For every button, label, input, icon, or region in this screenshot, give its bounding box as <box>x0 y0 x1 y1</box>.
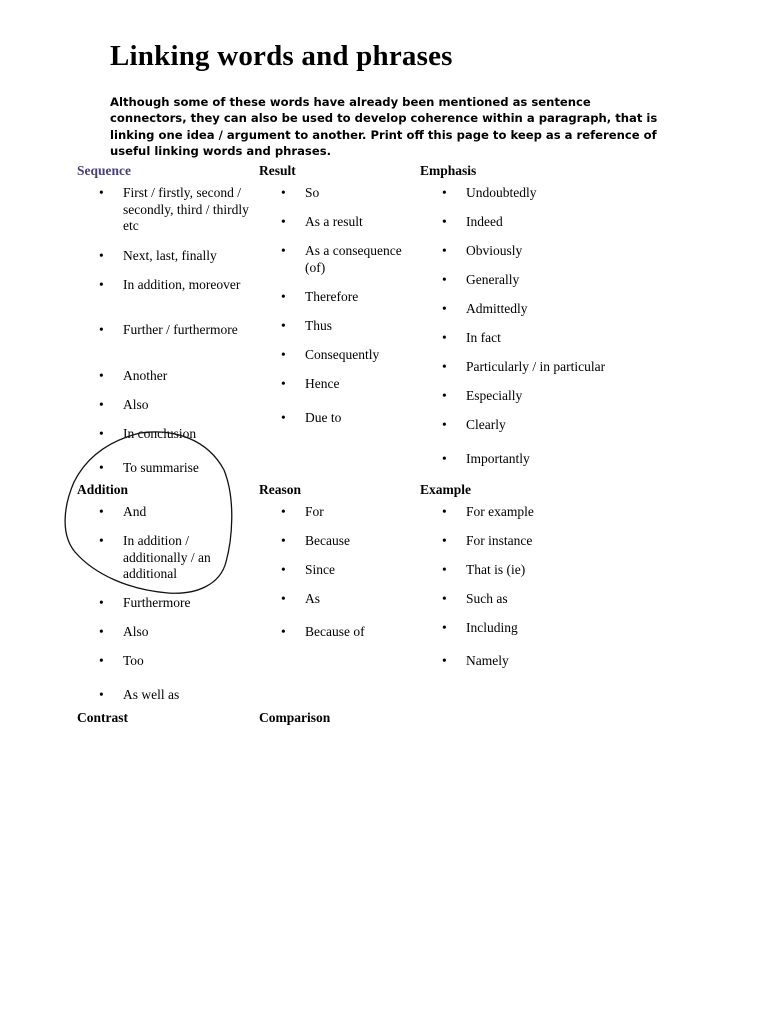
bullet: • <box>281 504 286 519</box>
bullet: • <box>281 289 286 304</box>
list-item: • For instance <box>442 533 533 548</box>
list-item: • Namely <box>442 653 509 668</box>
bullet: • <box>442 243 447 258</box>
bullet: • <box>99 533 104 548</box>
list-item: • Admittedly <box>442 301 528 316</box>
list-item: • Such as <box>442 591 508 606</box>
list-item: • First / firstly, second / secondly, third / thirdly etc <box>99 185 249 234</box>
bullet: • <box>442 185 447 200</box>
list-item: • Including <box>442 620 518 635</box>
bullet: • <box>281 591 286 606</box>
list-item: • Consequently <box>281 347 380 362</box>
list-item: • Generally <box>442 272 520 287</box>
list-item: • That is (ie) <box>442 562 526 577</box>
bullet: • <box>281 533 286 548</box>
list-item: • Also <box>99 624 149 639</box>
list-item: • As a result <box>281 214 363 229</box>
comparison-heading: Comparison <box>259 710 331 725</box>
bullet: • <box>442 620 447 635</box>
list-item: • In conclusion <box>99 426 197 441</box>
list-item: • Thus <box>281 318 332 333</box>
bullet: • <box>99 277 104 292</box>
list-item: • Since <box>281 562 335 577</box>
intro-paragraph: Although some of these words have already been mentioned as sentence connectors, they can also be used to develop coherence within a paragraph, that is linking one idea / argument to another. Print off this page to keep as a reference of useful linking words and phrases. <box>110 95 658 158</box>
list-item: • Also <box>99 397 149 412</box>
list-item: • Further / furthermore <box>99 322 238 337</box>
bullet: • <box>281 347 286 362</box>
bullet: • <box>442 272 447 287</box>
list-item: • In addition / additionally / an additional <box>99 533 211 582</box>
bullet: • <box>442 451 447 466</box>
bullet: • <box>99 322 104 337</box>
bullet: • <box>99 504 104 519</box>
bullet: • <box>281 185 286 200</box>
list-item: • Especially <box>442 388 523 403</box>
list-item: • As a consequence (of) <box>281 243 402 275</box>
bullet: • <box>281 214 286 229</box>
example-heading: Example <box>420 482 472 497</box>
list-item: • Next, last, finally <box>99 248 217 263</box>
bullet: • <box>442 591 447 606</box>
list-item: • Importantly <box>442 451 530 466</box>
list-item: • Due to <box>281 410 342 425</box>
bullet: • <box>442 330 447 345</box>
list-item: • Obviously <box>442 243 523 258</box>
list-item: • Clearly <box>442 417 506 432</box>
list-item: • Indeed <box>442 214 503 229</box>
list-item: • Furthermore <box>99 595 191 610</box>
list-item: • Particularly / in particular <box>442 359 606 374</box>
bullet: • <box>281 562 286 577</box>
bullet: • <box>99 595 104 610</box>
bullet: • <box>442 533 447 548</box>
bullet: • <box>99 248 104 263</box>
list-item: • In fact <box>442 330 501 345</box>
list-item: • Undoubtedly <box>442 185 537 200</box>
bullet: • <box>99 624 104 639</box>
reason-heading: Reason <box>259 482 302 497</box>
bullet: • <box>281 376 286 391</box>
list-item: • So <box>281 185 320 200</box>
bullet: • <box>281 624 286 639</box>
list-item: • To summarise <box>99 460 199 475</box>
list-item: • In addition, moreover <box>99 277 241 292</box>
list-item: • Because <box>281 533 350 548</box>
list-item: • As well as <box>99 687 180 702</box>
list-item: • As <box>281 591 321 606</box>
list-item: • For example <box>442 504 534 519</box>
bullet: • <box>99 397 104 412</box>
bullet: • <box>281 318 286 333</box>
list-item: • For <box>281 504 324 519</box>
emphasis-heading: Emphasis <box>420 163 477 178</box>
bullet: • <box>99 460 104 475</box>
addition-heading: Addition <box>77 482 129 497</box>
bullet: • <box>442 214 447 229</box>
list-item: • Hence <box>281 376 340 391</box>
bullet: • <box>442 359 447 374</box>
bullet: • <box>281 410 286 425</box>
bullet: • <box>99 185 104 200</box>
sequence-heading: Sequence <box>77 163 131 178</box>
list-item: • Too <box>99 653 144 668</box>
bullet: • <box>442 417 447 432</box>
bullet: • <box>442 562 447 577</box>
bullet: • <box>442 653 447 668</box>
bullet: • <box>99 653 104 668</box>
bullet: • <box>99 687 104 702</box>
page-title: Linking words and phrases <box>110 40 453 72</box>
list-item: • And <box>99 504 147 519</box>
bullet: • <box>99 368 104 383</box>
contrast-heading: Contrast <box>77 710 128 725</box>
bullet: • <box>281 243 286 258</box>
result-heading: Result <box>259 163 296 178</box>
bullet: • <box>442 388 447 403</box>
bullet: • <box>442 301 447 316</box>
bullet: • <box>99 426 104 441</box>
list-item: • Another <box>99 368 168 383</box>
bullet: • <box>442 504 447 519</box>
list-item: • Therefore <box>281 289 359 304</box>
list-item: • Because of <box>281 624 365 639</box>
